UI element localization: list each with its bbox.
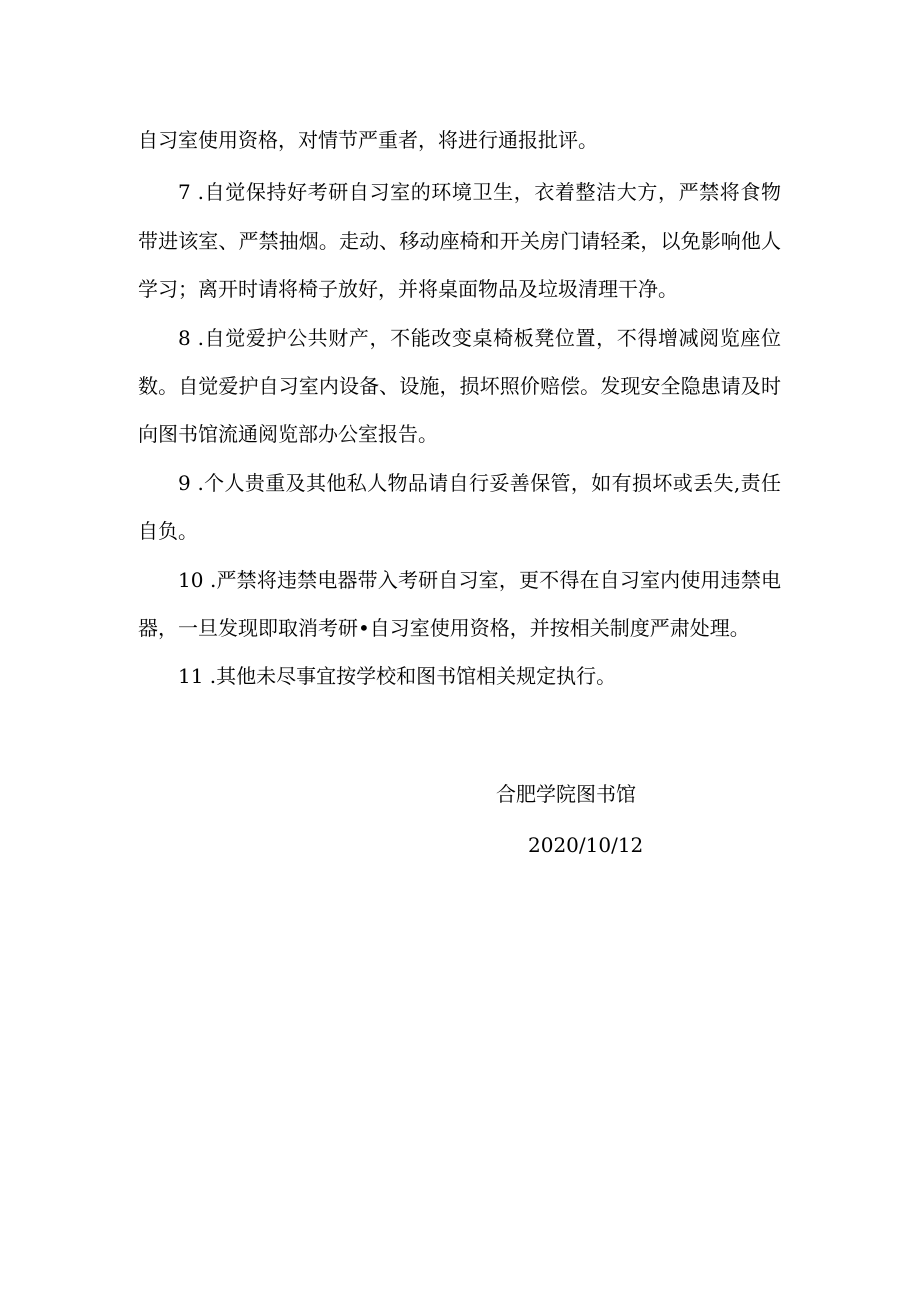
paragraph-line: 学习；离开时请将椅子放好，并将桌面物品及垃圾清理干净。 — [138, 277, 678, 301]
rule-8-line: 8 .自觉爱护公共财产，不能改变桌椅板凳位置，不得增减阅览座位 — [178, 326, 781, 350]
signature-date: 2020/10/12 — [528, 833, 644, 857]
paragraph-line: 向图书馆流通阅览部办公室报告。 — [138, 422, 438, 446]
paragraph-line: 自习室使用资格，对情节严重者，将进行通报批评。 — [138, 128, 598, 152]
paragraph-line: 器，一旦发现即取消考研•自习室使用资格，并按相关制度严肃处理。 — [138, 616, 750, 640]
paragraph-line: 自负。 — [138, 519, 198, 543]
rule-10-line: 10 .严禁将违禁电器带入考研自习室，更不得在自习室内使用违禁电 — [178, 568, 781, 592]
rule-7-line: 7 .自觉保持好考研自习室的环境卫生，衣着整洁大方，严禁将食物 — [178, 180, 781, 204]
signature-organization: 合肥学院图书馆 — [496, 782, 636, 806]
rule-9-line: 9 .个人贵重及其他私人物品请自行妥善保管，如有损坏或丢失,责任 — [178, 471, 781, 495]
paragraph-line: 数。自觉爱护自习室内设备、设施，损坏照价赔偿。发现安全隐患请及时 — [138, 374, 781, 398]
paragraph-line: 带进该室、严禁抽烟。走动、移动座椅和开关房门请轻柔，以免影响他人 — [138, 229, 781, 253]
rule-11-line: 11 .其他未尽事宜按学校和图书馆相关规定执行。 — [178, 664, 617, 688]
